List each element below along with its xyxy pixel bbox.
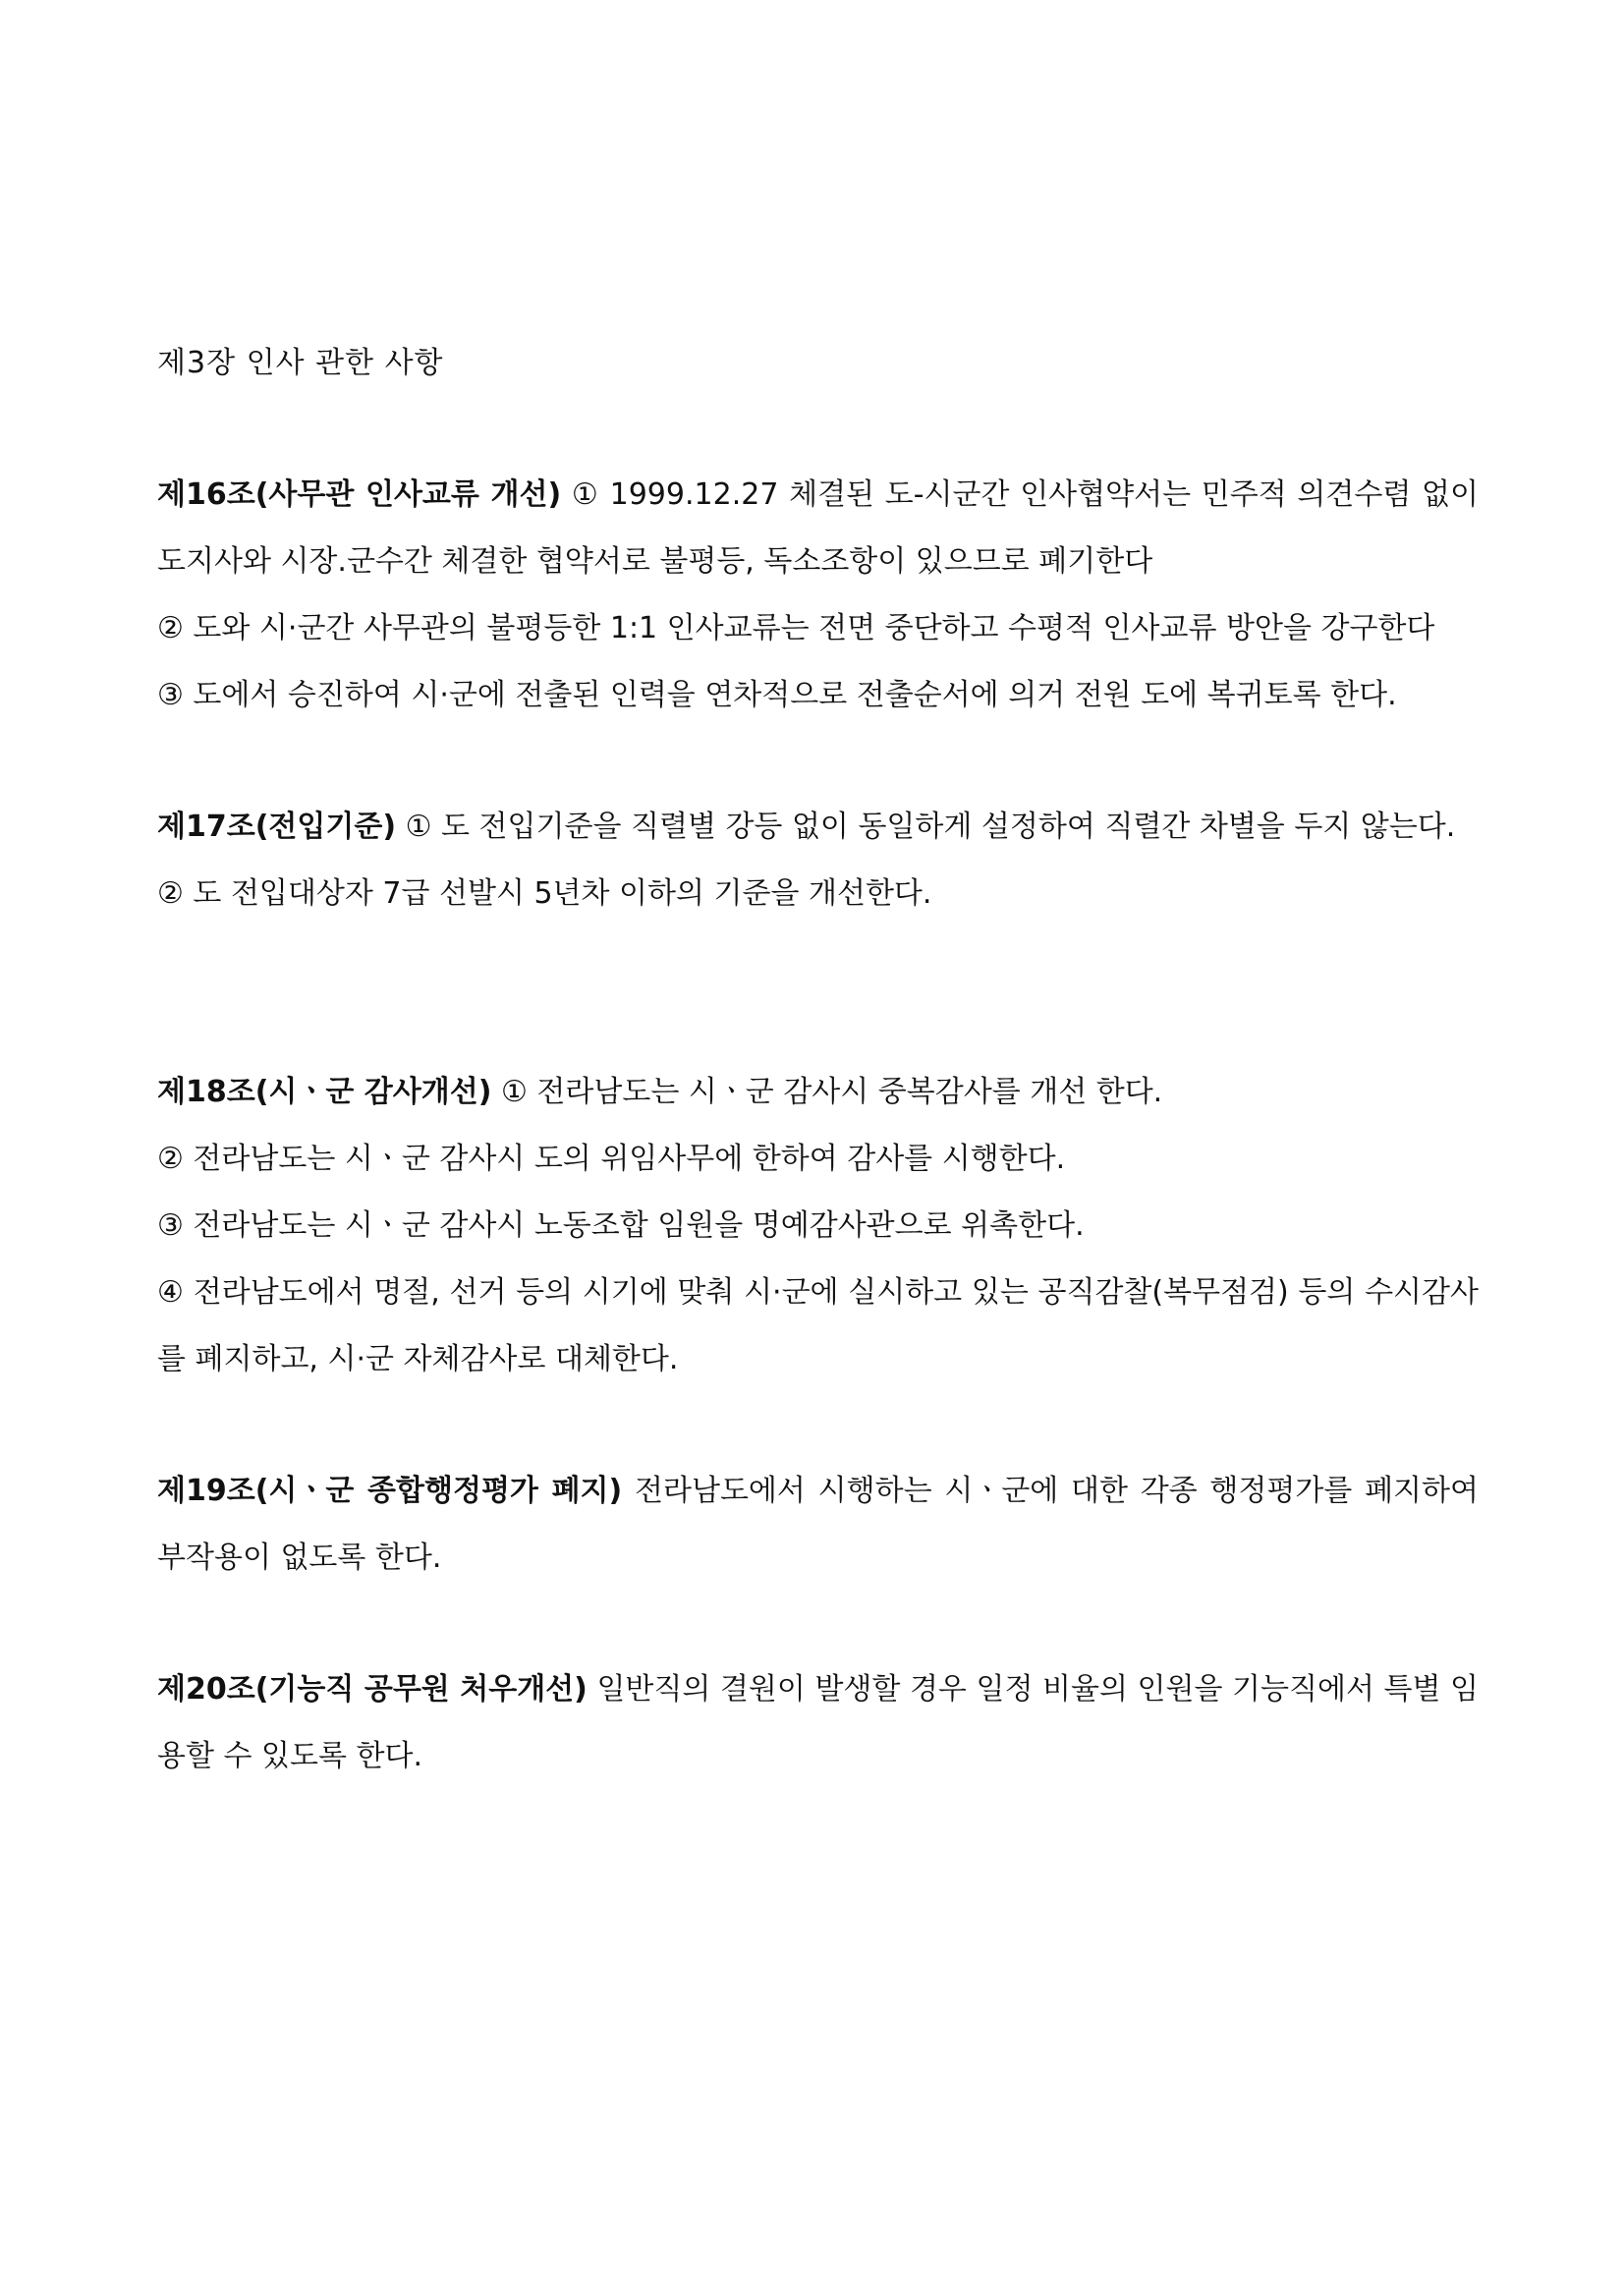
article-17-paragraph-1 xyxy=(157,794,1479,861)
article-18-paragraph-2: ② 전라남도는 시ㆍ군 감사시 도의 위임사무에 한하여 감사를 시행한다. xyxy=(157,1142,1066,1176)
article-19-paragraph-1 xyxy=(157,1458,1479,1592)
chapter-title: 제3장 인사 관한 사항 xyxy=(157,346,444,380)
article-16-paragraph-2: ② 도와 시·군간 사무관의 불평등한 1:1 인사교류는 전면 중단하고 수평적 인사교류 방안을 강구한다 xyxy=(157,611,1435,645)
article-16-text-1: ① 1999.12.27 체결된 도-시군간 인사협약서는 민주적 의견수렴 없이 도지사와 시장.군수간 체결한 협약서로 불평등, 독소조항이 있으므로 폐기한다 xyxy=(157,477,1479,579)
article-20-paragraph-1 xyxy=(157,1656,1479,1790)
document-page xyxy=(157,334,1479,1790)
article-19-heading: 제19조(시ㆍ군 종합행정평가 폐지) xyxy=(157,1474,623,1508)
spacer xyxy=(157,927,1479,1059)
article-18-paragraph-3: ③ 전라남도는 시ㆍ군 감사시 노동조합 임원을 명예감사관으로 위촉한다. xyxy=(157,1208,1085,1243)
article-16-paragraph-1 xyxy=(157,462,1479,595)
article-16 xyxy=(157,462,1479,729)
article-18-paragraph-4: ④ 전라남도에서 명절, 선거 등의 시기에 맞춰 시·군에 실시하고 있는 공직감찰(복무점검) 등의 수시감사를 폐지하고, 시·군 자체감사로 대체한다. xyxy=(157,1275,1479,1376)
article-19-text-1: 전라남도에서 시행하는 시ㆍ군에 대한 각종 행정평가를 폐지하여 부작용이 없도록 한다. xyxy=(157,1474,1479,1575)
article-18-heading: 제18조(시ㆍ군 감사개선) xyxy=(157,1075,492,1109)
spacer xyxy=(157,1393,1479,1458)
spacer xyxy=(157,729,1479,794)
article-16-heading: 제16조(사무관 인사교류 개선) xyxy=(157,477,562,512)
article-20-text-1: 일반직의 결원이 발생할 경우 일정 비율의 인원을 기능직에서 특별 임용할 수 있도록 한다. xyxy=(157,1672,1479,1773)
article-20-heading: 제20조(기능직 공무원 처우개선) xyxy=(157,1672,588,1707)
article-17-paragraph-2: ② 도 전입대상자 7급 선발시 5년차 이하의 기준을 개선한다. xyxy=(157,876,932,911)
article-18-text-1: ① 전라남도는 시ㆍ군 감사시 중복감사를 개선 한다. xyxy=(491,1075,1163,1109)
article-17-heading: 제17조(전입기준) xyxy=(157,810,397,844)
article-20 xyxy=(157,1656,1479,1790)
article-17 xyxy=(157,794,1479,927)
article-18-paragraph-1 xyxy=(157,1059,1479,1126)
article-19 xyxy=(157,1458,1479,1592)
spacer xyxy=(157,1592,1479,1656)
article-17-text-1: ① 도 전입기준을 직렬별 강등 없이 동일하게 설정하여 직렬간 차별을 두지 않는다. xyxy=(396,810,1456,844)
article-16-paragraph-3: ③ 도에서 승진하여 시·군에 전출된 인력을 연차적으로 전출순서에 의거 전원 도에 복귀토록 한다. xyxy=(157,678,1397,712)
article-18 xyxy=(157,1059,1479,1393)
